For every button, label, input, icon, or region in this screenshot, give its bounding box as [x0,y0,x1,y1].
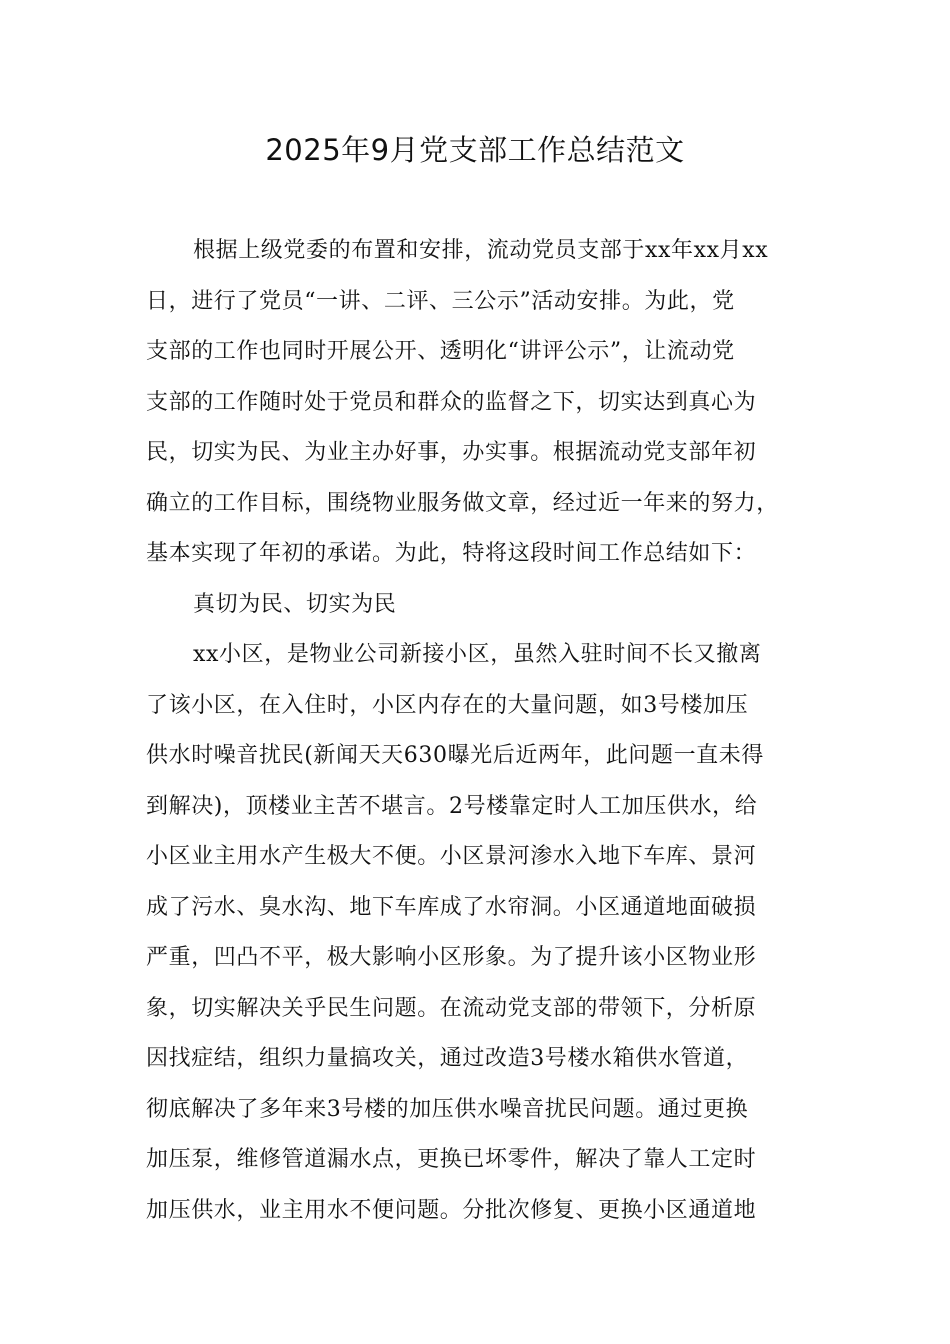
paragraph-2-line-4: 到解决)，顶楼业主苦不堪言。2号楼靠定时人工加压供水，给 [146,793,758,819]
paragraph-2-line-9: 因找症结，组织力量搞攻关，通过改造3号楼水箱供水管道， [146,1046,749,1071]
paragraph-1-line-2: 日，进行了党员“一讲、二评、三公示”活动安排。为此，党 [146,288,735,314]
paragraph-2-line-2: 了该小区，在入住时，小区内存在的大量问题，如3号楼加压 [146,692,749,718]
paragraph-1-line-7: 基本实现了年初的承诺。为此，特将这段时间工作总结如下： [146,541,757,566]
paragraph-2-line-3: 供水时噪音扰民(新闻天天630曝光后近两年，此问题一直未得 [146,743,764,768]
paragraph-2-line-10: 彻底解决了多年来3号楼的加压供水噪音扰民问题。通过更换 [146,1096,749,1122]
paragraph-2-line-6: 成了污水、臭水沟、地下车库成了水帘洞。小区通道地面破损 [146,894,757,920]
paragraph-1-line-5: 民，切实为民、为业主办好事，办实事。根据流动党支部年初 [146,440,757,465]
paragraph-1-line-1: 根据上级党委的布置和安排，流动党员支部于xx年xx月xx [193,238,769,263]
paragraph-1-line-6: 确立的工作目标，围绕物业服务做文章，经过近一年来的努力， [146,490,779,516]
paragraph-2-line-1: xx小区，是物业公司新接小区，虽然入驻时间不长又撤离 [193,642,762,667]
section-heading: 真切为民、切实为民 [193,591,397,617]
document-body [146,226,816,1236]
paragraph-2-line-8: 象，切实解决关乎民生问题。在流动党支部的带领下，分析原 [146,995,757,1021]
paragraph-2-line-5: 小区业主用水产生极大不便。小区景河渗水入地下车库、景河 [146,844,757,869]
paragraph-2-line-11: 加压泵，维修管道漏水点，更换已坏零件，解决了靠人工定时 [146,1147,757,1172]
paragraph-2-line-12: 加压供水，业主用水不便问题。分批次修复、更换小区通道地 [146,1197,757,1223]
paragraph-1-line-3: 支部的工作也同时开展公开、透明化“讲评公示”，让流动党 [146,339,735,364]
paragraph-2-line-7: 严重，凹凸不平，极大影响小区形象。为了提升该小区物业形 [146,945,757,970]
paragraph-1-line-4: 支部的工作随时处于党员和群众的监督之下，切实达到真心为 [146,389,757,415]
document-title: 2025年9月党支部工作总结范文 [265,133,685,167]
